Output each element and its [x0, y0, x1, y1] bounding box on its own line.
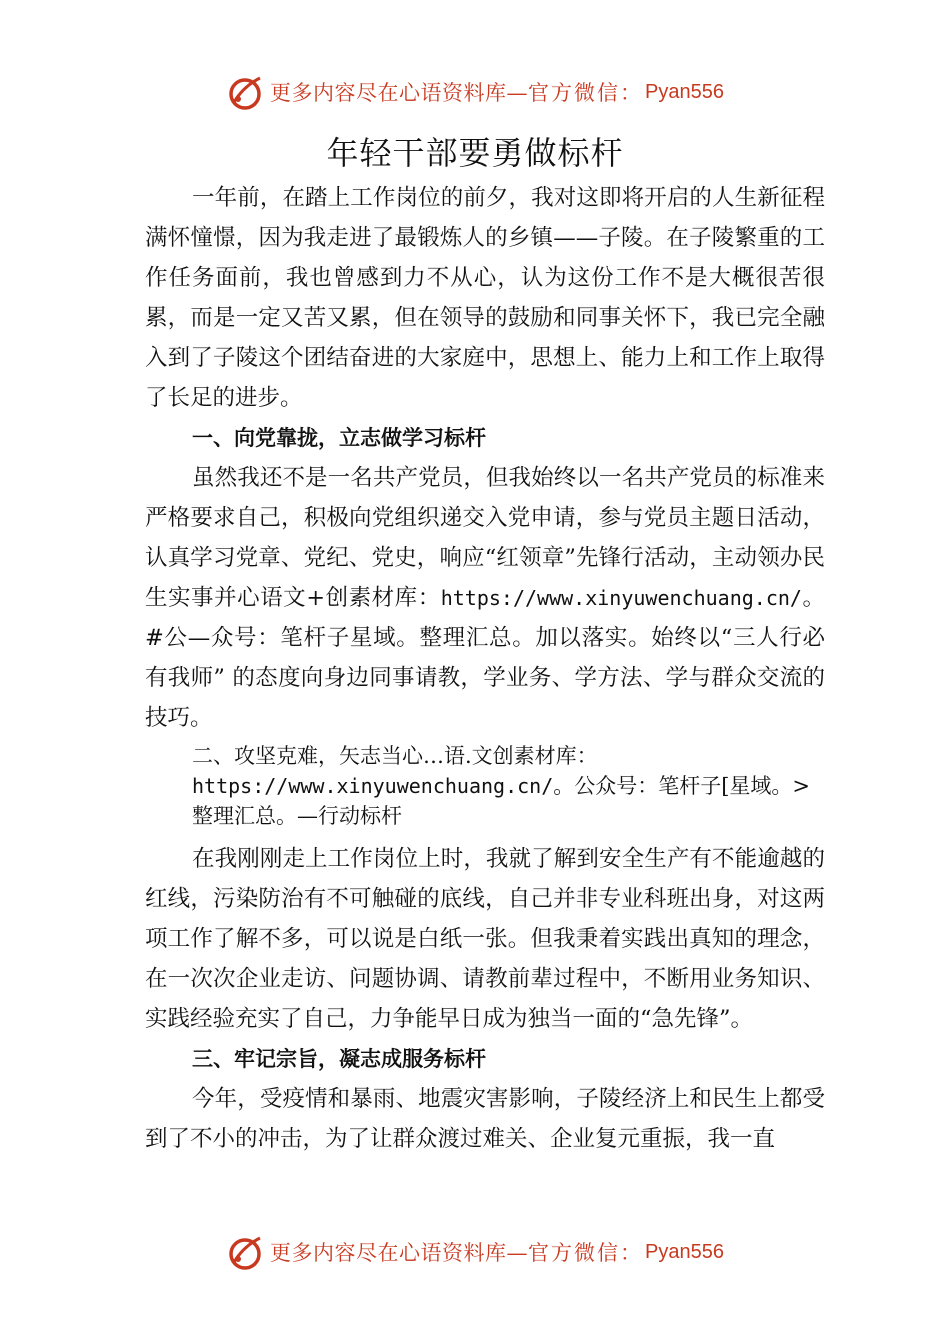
- document-title: 年轻干部要勇做标杆: [326, 134, 624, 172]
- paragraph-section-1: [145, 458, 825, 738]
- section-heading-2-text-b: 。公众号：笔杆子[星域。>整理汇总。—行动标杆: [192, 774, 811, 828]
- section-heading-2-text-a: 二、攻坚克难，矢志当心…语.文创素材库：: [192, 744, 598, 768]
- paragraph-section-1-text-b: 。#公—众号：笔杆子星域。整理汇总。加以落实。始终以“三人行必有我师” 的态度向身边同事请教，学业务、学方法、学与群众交流的技巧。: [145, 585, 825, 731]
- section-heading-1: 一、向党靠拢，立志做学习标杆: [192, 426, 486, 450]
- watermark-wechat-id: Pyan556: [645, 1240, 724, 1263]
- heading-url-link[interactable]: https://www.xinyuwenchuang.cn/: [192, 774, 554, 798]
- watermark-wechat-label: 官方微信：: [528, 81, 644, 105]
- paragraph-section-1-text-a: 虽然我还不是一名共产党员，但我始终以一名共产党员的标准来严格要求自己，积极向党组织递交入党申请，参与党员主题日活动，认真学习党章、党纪、党史，响应“红领章”先锋行活动，主动领办民生实事并心语文+创素材库：: [145, 465, 825, 611]
- brush-logo-icon: [226, 72, 266, 112]
- watermark-wechat-label: 官方微信：: [528, 1241, 644, 1265]
- watermark-text: 更多内容尽在心语资料库—: [270, 81, 529, 105]
- section-heading-2: [145, 741, 825, 831]
- watermark-banner-bottom: [0, 1230, 950, 1274]
- section-heading-3: 三、牢记宗旨，凝志成服务标杆: [192, 1047, 486, 1071]
- paragraph-section-2: 在我刚刚走上工作岗位上时，我就了解到安全生产有不能逾越的红线，污染防治有不可触碰的底线，自己并非专业科班出身，对这两项工作了解不多，可以说是白纸一张。但我秉着实践出真知的理念，在一次次企业走访、问题协调、请教前辈过程中，不断用业务知识、实践经验充实了自己，力争能早日成为独当一面的“急先锋”。: [145, 846, 825, 1032]
- document-body: [145, 178, 825, 1159]
- watermark-banner-top: [0, 70, 950, 114]
- brush-logo-icon: [226, 1232, 266, 1272]
- paragraph-section-3: 今年，受疫情和暴雨、地震灾害影响，子陵经济上和民生上都受到了不小的冲击，为了让群众渡过难关、企业复元重振，我一直: [145, 1086, 825, 1152]
- watermark-text: 更多内容尽在心语资料库—: [270, 1241, 529, 1265]
- resource-url-link[interactable]: https://www.xinyuwenchuang.cn/: [440, 586, 802, 610]
- paragraph-intro: 一年前，在踏上工作岗位的前夕，我对这即将开启的人生新征程满怀憧憬，因为我走进了最锻炼人的乡镇——子陵。在子陵繁重的工作任务面前，我也曾感到力不从心，认为这份工作不是大概很苦很累，而是一定又苦又累，但在领导的鼓励和同事关怀下，我已完全融入到了子陵这个团结奋进的大家庭中，思想上、能力上和工作上取得了长足的进步。: [145, 185, 825, 411]
- watermark-wechat-id: Pyan556: [645, 80, 724, 103]
